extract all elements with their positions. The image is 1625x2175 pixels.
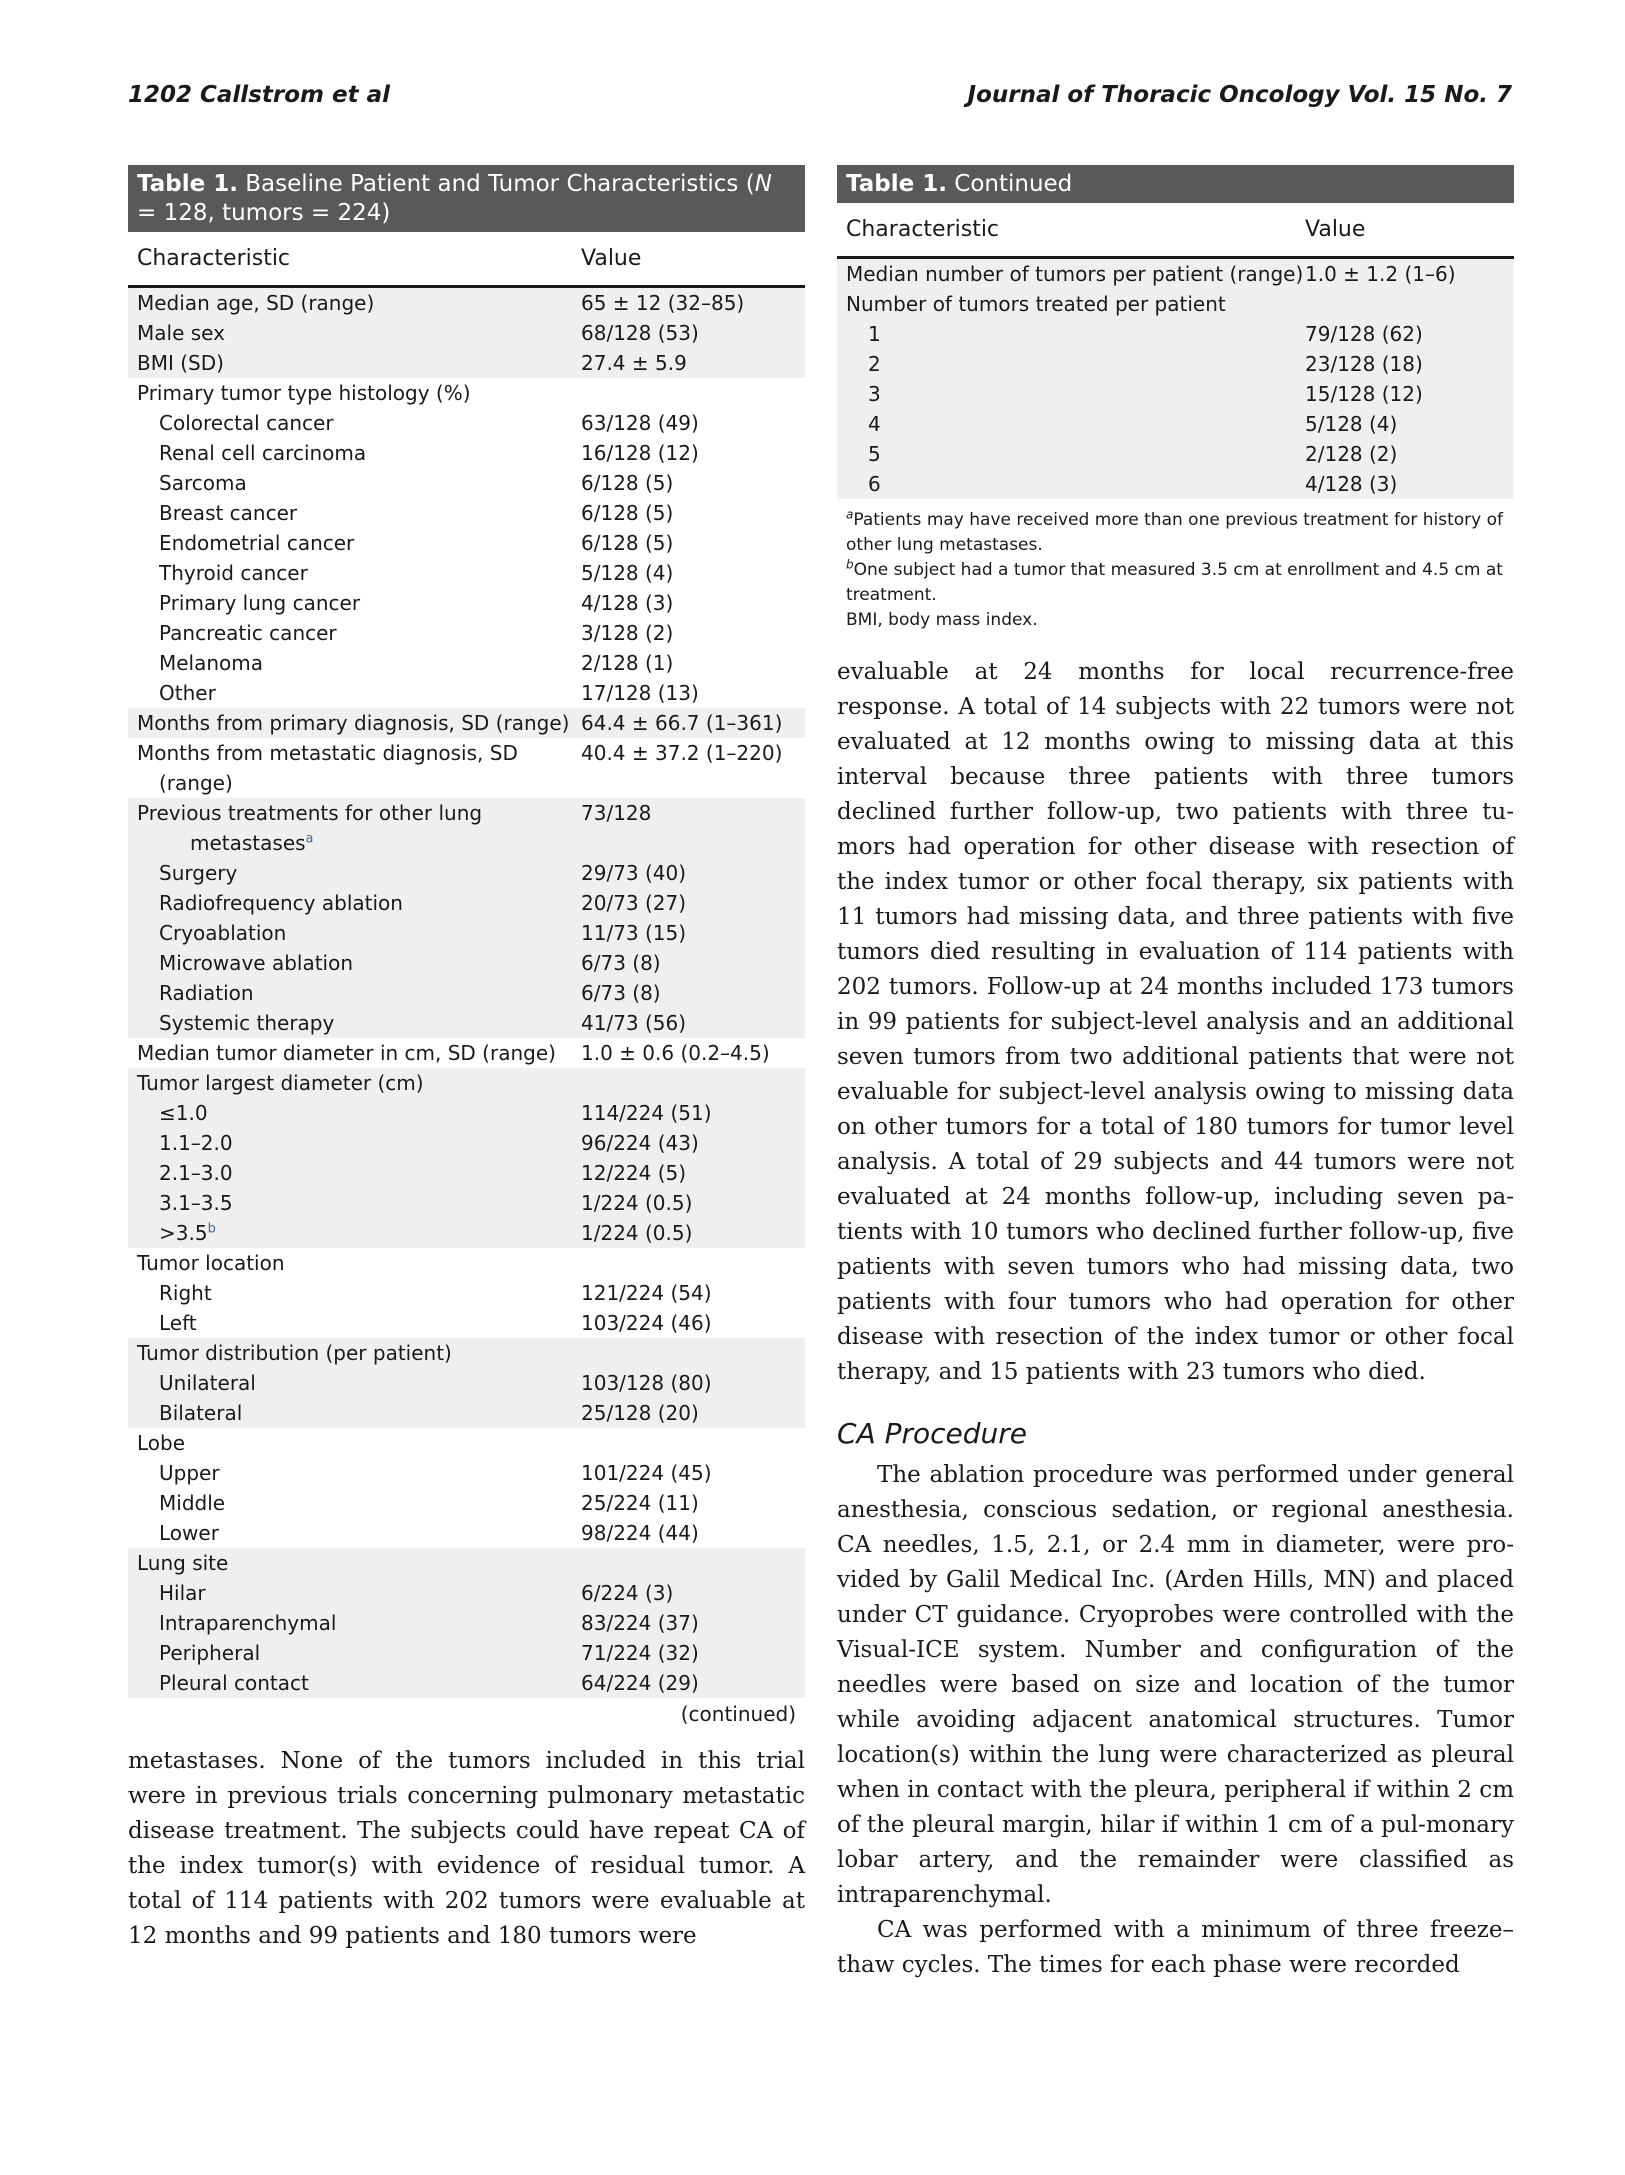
table-row — [128, 1518, 805, 1548]
row-characteristic — [128, 1248, 581, 1278]
row-characteristic — [128, 738, 581, 798]
table-row — [128, 1578, 805, 1608]
row-value: 11/73 (15) — [581, 921, 687, 945]
row-characteristic — [128, 1038, 581, 1068]
row-value: 64.4 ± 66.7 (1–361) — [581, 711, 783, 735]
table-row — [128, 348, 805, 378]
table1-caption — [128, 165, 805, 232]
row-value: 103/128 (80) — [581, 1371, 712, 1395]
row-characteristic-text: Sarcoma — [159, 471, 247, 495]
row-value — [581, 1428, 805, 1458]
row-characteristic — [128, 588, 581, 618]
table1-col-characteristic: Characteristic — [137, 246, 291, 271]
right-body-paragraph-1: evaluable at 24 months for local recurrence-free response. A total of 14 subjects with 22 tumors were not evaluated at 12 months owing to missing data at this interval because three patients with three tumors declined further follow-up, two patients with three tu-mors had operation for other disease with resection of the index tumor or other focal therapy, six patients with 11 tumors had missing data, and three patients with five tumors died resulting in evaluation of 114 patients with 202 tumors. Follow-up at 24 months included 173 tumors in 99 patients for subject-level analysis and an additional seven tumors from two additional patients that were not evaluable for subject-level analysis owing to missing data on other tumors for a total of 180 tumors for tumor level analysis. A total of 29 subjects and 44 tumors were not evaluated at 24 months follow-up, including seven pa-tients with 10 tumors who declined further follow-up, five patients with seven tumors who had missing data, two patients with four tumors who had operation for other disease with resection of the index tumor or other focal therapy, and 15 patients with 23 tumors who died. — [837, 659, 1514, 1385]
row-value: 6/128 (5) — [581, 471, 674, 495]
row-characteristic-text: Intraparenchymal — [159, 1611, 337, 1635]
table-row — [837, 349, 1514, 379]
table-row — [128, 1158, 805, 1188]
row-characteristic-text: 3 — [868, 382, 881, 406]
row-characteristic-text: Primary tumor type histology (%) — [137, 381, 471, 405]
row-characteristic-text: 1.1–2.0 — [159, 1131, 233, 1155]
table-row — [128, 1218, 805, 1248]
row-characteristic — [128, 438, 581, 468]
table-row — [128, 288, 805, 318]
table-row — [128, 1668, 805, 1698]
table-row — [128, 558, 805, 588]
row-value: 23/128 (18) — [1305, 352, 1423, 376]
table-row — [128, 1008, 805, 1038]
table1-col-value: Value — [581, 246, 642, 271]
table1-cont-header-row — [837, 203, 1514, 259]
table-row — [837, 319, 1514, 349]
row-characteristic — [128, 1608, 581, 1638]
row-characteristic-text: Middle — [159, 1491, 226, 1515]
table-row — [128, 678, 805, 708]
row-characteristic-text: BMI (SD) — [137, 351, 224, 375]
table-row — [128, 528, 805, 558]
row-value: 41/73 (56) — [581, 1011, 687, 1035]
row-characteristic-text: Number of tumors treated per patient — [846, 292, 1226, 316]
row-value: 29/73 (40) — [581, 861, 687, 885]
row-characteristic — [128, 1488, 581, 1518]
table-row — [128, 1638, 805, 1668]
row-value: 6/128 (5) — [581, 531, 674, 555]
row-characteristic-text: Previous treatments for other lung metastases — [137, 801, 483, 855]
row-characteristic — [128, 1518, 581, 1548]
table-row — [128, 1038, 805, 1068]
row-characteristic-text: Median number of tumors per patient (range) — [846, 262, 1304, 286]
table-row — [128, 318, 805, 348]
table-row — [837, 409, 1514, 439]
table-row — [128, 1128, 805, 1158]
row-characteristic-text: Months from metastatic diagnosis, SD (range) — [137, 741, 518, 795]
row-characteristic-text: Pancreatic cancer — [159, 621, 337, 645]
row-value: 20/73 (27) — [581, 891, 687, 915]
row-characteristic — [128, 858, 581, 888]
row-characteristic — [837, 439, 1305, 469]
row-characteristic — [128, 1668, 581, 1698]
left-column — [128, 165, 805, 1954]
table-row — [128, 498, 805, 528]
row-characteristic-text: >3.5 — [159, 1221, 208, 1245]
table-row — [128, 648, 805, 678]
table1-cont-title: Continued — [946, 171, 1073, 197]
row-characteristic — [128, 1158, 581, 1188]
row-characteristic-text: Cryoablation — [159, 921, 287, 945]
footnote-mark: a — [846, 507, 854, 522]
row-characteristic — [128, 798, 581, 858]
row-characteristic-text: Microwave ablation — [159, 951, 354, 975]
row-value — [581, 1068, 805, 1098]
row-value — [581, 1548, 805, 1578]
table-row — [128, 618, 805, 648]
row-characteristic-text: Months from primary diagnosis, SD (range) — [137, 711, 570, 735]
row-characteristic-text: Radiation — [159, 981, 254, 1005]
row-characteristic — [128, 528, 581, 558]
table-row — [128, 1428, 805, 1458]
row-characteristic-text: Colorectal cancer — [159, 411, 334, 435]
table-row — [128, 1398, 805, 1428]
row-characteristic-text: Bilateral — [159, 1401, 243, 1425]
row-characteristic-text: Right — [159, 1281, 212, 1305]
row-value: 1.0 ± 1.2 (1–6) — [1305, 262, 1456, 286]
row-characteristic — [128, 1128, 581, 1158]
row-characteristic-text: 5 — [868, 442, 881, 466]
table1-cont-col-value: Value — [1305, 217, 1366, 242]
section-title: CA Procedure — [837, 1417, 1028, 1450]
footnote-marker[interactable]: a — [305, 831, 314, 847]
row-characteristic — [128, 1188, 581, 1218]
row-characteristic-text: Upper — [159, 1461, 220, 1485]
footnote — [846, 508, 1514, 558]
table-row — [128, 978, 805, 1008]
row-characteristic-text: Left — [159, 1311, 197, 1335]
row-characteristic — [128, 648, 581, 678]
row-characteristic-text: Melanoma — [159, 651, 264, 675]
table-footnotes — [837, 508, 1514, 633]
right-body-paragraph-2: The ablation procedure was performed under general anesthesia, conscious sedation, or regional anesthesia. CA needles, 1.5, 2.1, or 2.4 mm in diameter, were pro-vided by Galil Medical Inc. (Arden Hills, MN) and placed under CT guidance. Cryoprobes were controlled with the Visual-ICE system. Number and configuration of the needles were based on size and location of the tumor while avoiding adjacent anatomical structures. Tumor location(s) within the lung were characterized as pleural when in contact with the pleura, peripheral if within 2 cm of the pleural margin, hilar if within 1 cm of a pul-monary lobar artery, and the remainder were classified as intraparenchymal. — [837, 1462, 1514, 1908]
row-characteristic-text: Male sex — [137, 321, 225, 345]
row-characteristic — [128, 1008, 581, 1038]
table-row — [128, 1248, 805, 1278]
row-characteristic-text: Renal cell carcinoma — [159, 441, 367, 465]
row-characteristic — [837, 379, 1305, 409]
row-characteristic-text: Tumor largest diameter (cm) — [137, 1071, 424, 1095]
row-characteristic — [837, 259, 1305, 289]
row-value: 114/224 (51) — [581, 1101, 712, 1125]
row-value: 25/128 (20) — [581, 1401, 699, 1425]
table-row — [128, 918, 805, 948]
row-value: 103/224 (46) — [581, 1311, 712, 1335]
row-value: 79/128 (62) — [1305, 322, 1423, 346]
table-row — [837, 469, 1514, 499]
row-characteristic-text: Systemic therapy — [159, 1011, 335, 1035]
table-row — [128, 1188, 805, 1218]
table-row — [128, 888, 805, 918]
row-characteristic-text: Thyroid cancer — [159, 561, 308, 585]
row-value — [1305, 289, 1514, 319]
row-value: 83/224 (37) — [581, 1611, 699, 1635]
table-row — [837, 379, 1514, 409]
row-value: 96/224 (43) — [581, 1131, 699, 1155]
table-row — [128, 378, 805, 408]
row-value — [581, 1338, 805, 1368]
table1-title-pre: Baseline Patient and Tumor Characteristics ( — [237, 171, 755, 197]
row-characteristic-text: Peripheral — [159, 1641, 261, 1665]
row-characteristic-text: Endometrial cancer — [159, 531, 355, 555]
row-characteristic — [128, 948, 581, 978]
row-value: 3/128 (2) — [581, 621, 674, 645]
row-value: 65 ± 12 (32–85) — [581, 291, 745, 315]
row-characteristic-text: Lung site — [137, 1551, 229, 1575]
row-characteristic-text: Tumor distribution (per patient) — [137, 1341, 452, 1365]
row-characteristic — [837, 469, 1305, 499]
row-value: 6/73 (8) — [581, 951, 661, 975]
row-characteristic — [128, 408, 581, 438]
row-characteristic — [128, 1218, 581, 1248]
table1-cont-body — [837, 259, 1514, 499]
table-row — [128, 588, 805, 618]
table-row — [128, 1278, 805, 1308]
row-value: 6/224 (3) — [581, 1581, 674, 1605]
row-characteristic — [128, 708, 581, 738]
row-value — [581, 378, 805, 408]
row-characteristic — [837, 349, 1305, 379]
row-characteristic — [128, 888, 581, 918]
row-value: 68/128 (53) — [581, 321, 699, 345]
row-characteristic — [128, 498, 581, 528]
row-characteristic — [128, 1638, 581, 1668]
row-characteristic — [128, 468, 581, 498]
row-value: 15/128 (12) — [1305, 382, 1423, 406]
table-row — [128, 708, 805, 738]
table1-cont-caption — [837, 165, 1514, 203]
row-characteristic — [128, 1578, 581, 1608]
header-left: 1202 Callstrom et al — [128, 82, 390, 108]
table-row — [128, 1458, 805, 1488]
row-characteristic — [128, 1068, 581, 1098]
row-characteristic-text: Pleural contact — [159, 1671, 309, 1695]
row-value: 6/73 (8) — [581, 981, 661, 1005]
row-characteristic-text: Unilateral — [159, 1371, 256, 1395]
table-row — [128, 468, 805, 498]
row-value: 4/128 (3) — [1305, 472, 1398, 496]
row-value: 25/224 (11) — [581, 1491, 699, 1515]
row-characteristic — [128, 978, 581, 1008]
left-body-paragraph: metastases. None of the tumors included in this trial were in previous trials concerning pulmonary metastatic disease treatment. The subjects could have repeat CA of the index tumor(s) with evidence of residual tumor. A total of 114 patients with 202 tumors were evaluable at 12 months and 99 patients and 180 tumors were — [128, 1748, 805, 1949]
row-characteristic — [128, 1308, 581, 1338]
row-characteristic — [128, 1428, 581, 1458]
row-value: 1.0 ± 0.6 (0.2–4.5) — [581, 1041, 770, 1065]
row-value: 17/128 (13) — [581, 681, 699, 705]
row-characteristic-text: Tumor location — [137, 1251, 285, 1275]
table-row — [128, 858, 805, 888]
right-column — [837, 165, 1514, 1983]
row-value: 40.4 ± 37.2 (1–220) — [581, 741, 783, 765]
footnote-marker[interactable]: b — [207, 1221, 216, 1237]
row-characteristic — [128, 1278, 581, 1308]
row-characteristic-text: 4 — [868, 412, 881, 436]
row-characteristic — [837, 289, 1305, 319]
table-row — [128, 738, 805, 798]
table1-cont-col-characteristic: Characteristic — [846, 217, 1000, 242]
table-row — [128, 798, 805, 858]
row-characteristic — [128, 1398, 581, 1428]
row-characteristic — [128, 318, 581, 348]
table1-body — [128, 288, 805, 1698]
row-characteristic-text: Breast cancer — [159, 501, 298, 525]
footnote-text: BMI, body mass index. — [846, 610, 1038, 630]
right-body-paragraph-3: CA was performed with a minimum of three freeze–thaw cycles. The times for each phase were recorded — [837, 1917, 1514, 1978]
row-characteristic — [128, 918, 581, 948]
row-characteristic — [837, 409, 1305, 439]
row-characteristic-text: 2.1–3.0 — [159, 1161, 233, 1185]
row-value: 101/224 (45) — [581, 1461, 712, 1485]
row-characteristic-text: Other — [159, 681, 216, 705]
table-row — [128, 1098, 805, 1128]
table1-header-row — [128, 232, 805, 288]
table-row — [128, 1068, 805, 1098]
table1-n: N — [754, 171, 772, 197]
table-row — [128, 1608, 805, 1638]
row-characteristic-text: Lower — [159, 1521, 219, 1545]
footnote — [846, 558, 1514, 608]
row-value: 2/128 (1) — [581, 651, 674, 675]
row-value: 98/224 (44) — [581, 1521, 699, 1545]
table1-cont-label: Table 1. — [846, 171, 947, 197]
row-characteristic — [128, 378, 581, 408]
row-characteristic — [128, 1548, 581, 1578]
row-characteristic — [128, 558, 581, 588]
row-characteristic-text: Primary lung cancer — [159, 591, 361, 615]
row-value: 63/128 (49) — [581, 411, 699, 435]
footnote-mark: b — [846, 557, 854, 572]
row-characteristic-text: ≤1.0 — [159, 1101, 208, 1125]
row-value: 2/128 (2) — [1305, 442, 1398, 466]
running-header — [128, 82, 1512, 116]
table1-label: Table 1. — [137, 171, 238, 197]
row-characteristic-text: Radiofrequency ablation — [159, 891, 403, 915]
row-characteristic — [837, 319, 1305, 349]
row-value: 6/128 (5) — [581, 501, 674, 525]
row-value: 16/128 (12) — [581, 441, 699, 465]
row-characteristic — [128, 288, 581, 318]
table-row — [128, 1338, 805, 1368]
row-value: 5/128 (4) — [581, 561, 674, 585]
footnote — [846, 608, 1514, 633]
table-row — [128, 1548, 805, 1578]
row-characteristic-text: 6 — [868, 472, 881, 496]
footnote-text: One subject had a tumor that measured 3.5 cm at enrollment and 4.5 cm at treatment. — [846, 560, 1503, 605]
table-row — [128, 1368, 805, 1398]
row-characteristic-text: Surgery — [159, 861, 238, 885]
row-characteristic — [128, 618, 581, 648]
row-value: 12/224 (5) — [581, 1161, 687, 1185]
row-value: 27.4 ± 5.9 — [581, 351, 687, 375]
row-value: 4/128 (3) — [581, 591, 674, 615]
table-row — [128, 438, 805, 468]
row-characteristic-text: Median age, SD (range) — [137, 291, 375, 315]
row-characteristic-text: Median tumor diameter in cm, SD (range) — [137, 1041, 556, 1065]
row-value: 73/128 — [581, 801, 652, 825]
row-value: 5/128 (4) — [1305, 412, 1398, 436]
row-characteristic — [128, 678, 581, 708]
table-row — [128, 948, 805, 978]
table-row — [128, 1308, 805, 1338]
row-characteristic — [128, 1098, 581, 1128]
table1-title-post: = 128, tumors = 224) — [137, 200, 391, 226]
header-right: Journal of Thoracic Oncology Vol. 15 No. 7 — [967, 82, 1512, 108]
row-characteristic — [128, 348, 581, 378]
row-characteristic-text: 1 — [868, 322, 881, 346]
row-characteristic — [128, 1368, 581, 1398]
footnote-text: Patients may have received more than one previous treatment for history of other lung metastases. — [846, 510, 1504, 555]
row-value: 121/224 (54) — [581, 1281, 712, 1305]
row-characteristic-text: 2 — [868, 352, 881, 376]
table-row — [128, 408, 805, 438]
row-characteristic — [128, 1338, 581, 1368]
table1-continued: (continued) — [680, 1702, 796, 1726]
table-row — [837, 259, 1514, 289]
row-characteristic-text: Lobe — [137, 1431, 186, 1455]
row-value: 71/224 (32) — [581, 1641, 699, 1665]
row-characteristic — [128, 1458, 581, 1488]
table-row — [837, 439, 1514, 469]
table-row — [128, 1488, 805, 1518]
row-value: 1/224 (0.5) — [581, 1221, 693, 1245]
row-value — [581, 1248, 805, 1278]
row-characteristic-text: 3.1–3.5 — [159, 1191, 233, 1215]
row-value: 64/224 (29) — [581, 1671, 699, 1695]
row-characteristic-text: Hilar — [159, 1581, 206, 1605]
row-value: 1/224 (0.5) — [581, 1191, 693, 1215]
table-row — [837, 289, 1514, 319]
